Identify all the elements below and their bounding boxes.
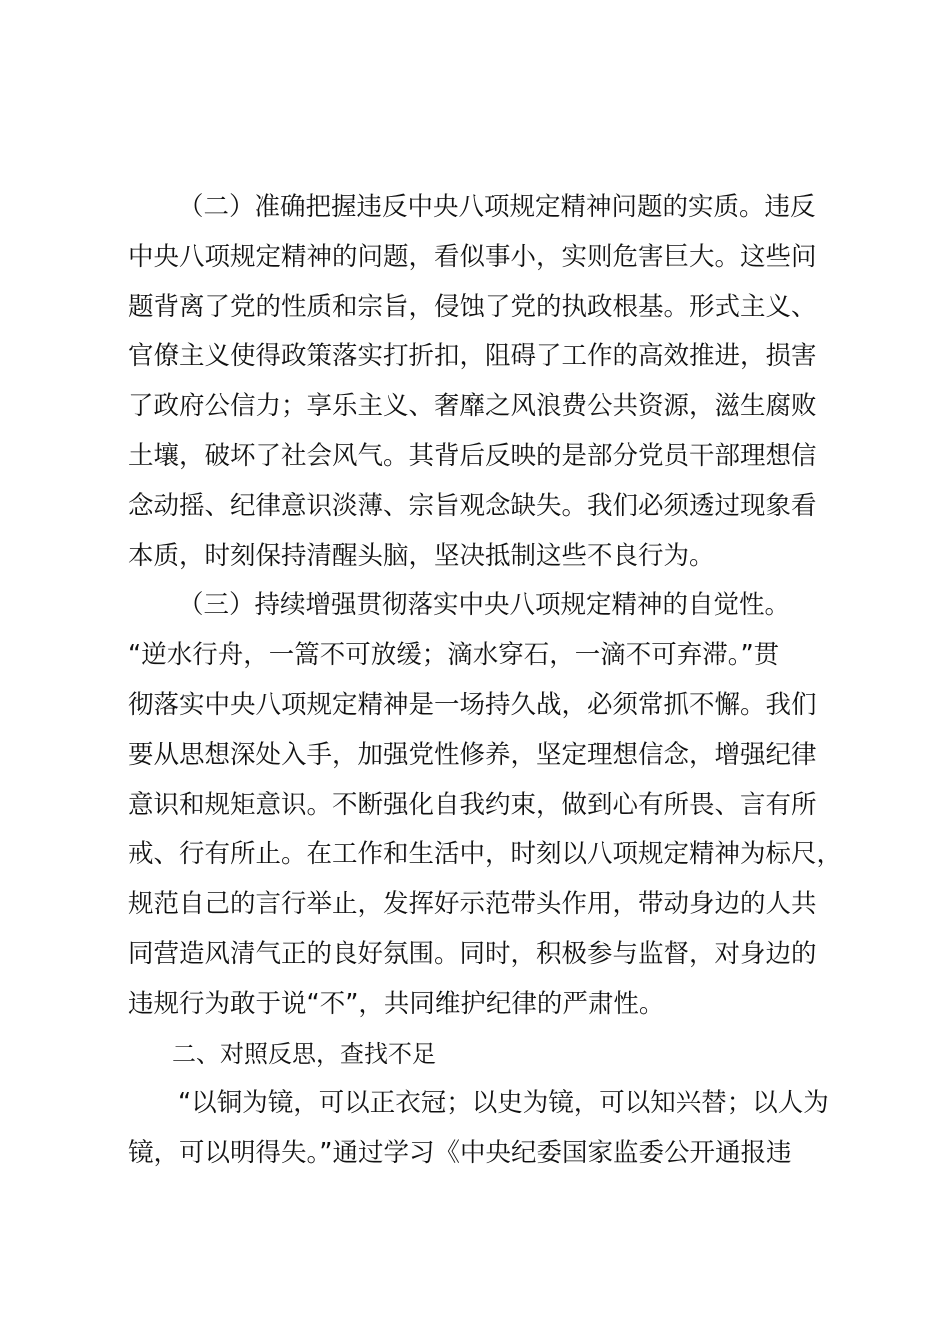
paragraph-3-line-3: 彻落实中央八项规定精神是一场持久战，必须常抓不懈。我们 <box>128 689 817 720</box>
section-heading: 二、对照反思，查找不足 <box>172 1039 436 1068</box>
paragraph-3-line-9: 违规行为敢于说“不”，共同维护纪律的严肃性。 <box>128 988 665 1019</box>
paragraph-2-line-8: 本质，时刻保持清醒头脑，坚决抵制这些不良行为。 <box>128 540 715 571</box>
paragraph-3-line-8: 同营造风清气正的良好氛围。同时，积极参与监督，对身边的 <box>128 938 817 969</box>
paragraph-2-line-7: 念动摇、纪律意识淡薄、宗旨观念缺失。我们必须透过现象看 <box>128 490 817 521</box>
paragraph-2-line-2: 中央八项规定精神的问题，看似事小，实则危害巨大。这些问 <box>128 241 817 272</box>
paragraph-3-line-6: 戒、行有所止。在工作和生活中，时刻以八项规定精神为标尺， <box>128 839 843 870</box>
paragraph-2-line-3: 题背离了党的性质和宗旨，侵蚀了党的执政根基。形式主义、 <box>128 291 817 322</box>
paragraph-3-line-2: “逆水行舟，一篙不可放缓；滴水穿石，一滴不可弃滞。”贯 <box>128 640 780 671</box>
document-body <box>128 183 854 1179</box>
paragraph-3-line-1: （三）持续增强贯彻落实中央八项规定精神的自觉性。 <box>178 590 791 621</box>
paragraph-3-line-7: 规范自己的言行举止，发挥好示范带头作用，带动身边的人共 <box>128 889 817 920</box>
paragraph-2-line-1: （二）准确把握违反中央八项规定精神问题的实质。违反 <box>178 192 816 222</box>
paragraph-3-line-5: 意识和规矩意识。不断强化自我约束，做到心有所畏、言有所 <box>128 789 817 820</box>
paragraph-3-line-4: 要从思想深处入手，加强党性修养，坚定理想信念，增强纪律 <box>128 739 817 770</box>
paragraph-2-line-4: 官僚主义使得政策落实打折扣，阻碍了工作的高效推进，损害 <box>128 341 817 372</box>
paragraph-4-line-2: 镜，可以明得失。”通过学习《中央纪委国家监委公开通报违 <box>128 1138 792 1169</box>
paragraph-4-line-1: “以铜为镜，可以正衣冠；以史为镜，可以知兴替；以人为 <box>178 1088 829 1119</box>
paragraph-2-line-5: 了政府公信力；享乐主义、奢靡之风浪费公共资源，滋生腐败 <box>128 391 817 422</box>
paragraph-2-line-6: 土壤，破坏了社会风气。其背后反映的是部分党员干部理想信 <box>128 440 817 471</box>
